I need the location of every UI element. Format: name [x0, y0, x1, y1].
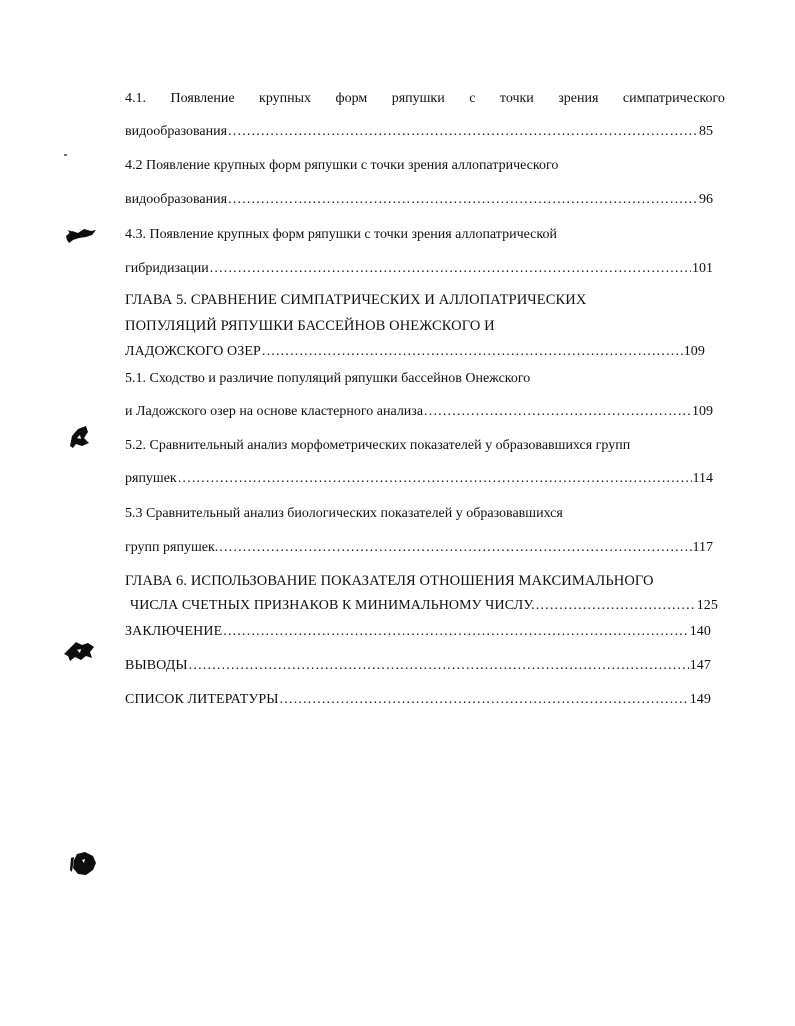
leader-dots — [219, 539, 691, 557]
toc-word: ряпушки — [391, 91, 445, 106]
leader-dots — [189, 657, 689, 675]
toc-findings[interactable] — [125, 657, 711, 675]
toc-page-number: 96 — [699, 192, 713, 207]
toc-entry-5-2-line1[interactable]: 5.2. Сравнительный анализ морфометрических показателей у образовавшихся групп — [125, 438, 631, 453]
toc-page-number: 117 — [692, 540, 713, 555]
toc-page-number: 109 — [692, 404, 713, 419]
toc-page-number: 109 — [683, 344, 705, 359]
toc-chapter-6-line1[interactable]: ГЛАВА 6. ИСПОЛЬЗОВАНИЕ ПОКАЗАТЕЛЯ ОТНОШЕНИЯ МАКСИМАЛЬНОГО — [125, 573, 654, 589]
toc-entry-title: видообразования — [125, 124, 228, 139]
toc-entry-title: групп ряпушек. — [125, 540, 219, 555]
leader-dots — [424, 403, 691, 421]
toc-page-number: 125 — [696, 598, 718, 613]
toc-entry-title: СПИСОК ЛИТЕРАТУРЫ — [125, 692, 279, 707]
toc-entry-title: ЧИСЛА СЧЕТНЫХ ПРИЗНАКОВ К МИНИМАЛЬНОМУ ЧИСЛУ. — [130, 598, 535, 613]
toc-chapter-5-line1[interactable]: ГЛАВА 5. СРАВНЕНИЕ СИМПАТРИЧЕСКИХ И АЛЛОПАТРИЧЕСКИХ — [125, 292, 587, 308]
toc-entry-5-3-line1[interactable]: 5.3 Сравнительный анализ биологических показателей у образовавшихся — [125, 506, 563, 521]
toc-entry-title: гибридизации — [125, 261, 209, 276]
toc-entry-4-1-tail[interactable] — [125, 123, 713, 141]
toc-entry-title: ряпушек — [125, 471, 177, 486]
toc-chapter-5-line2[interactable]: ПОПУЛЯЦИЙ РЯПУШКИ БАССЕЙНОВ ОНЕЖСКОГО И — [125, 318, 495, 334]
ink-blot-icon — [66, 424, 92, 450]
toc-entry-4-2-tail[interactable] — [125, 191, 713, 209]
toc-page-number: 85 — [699, 124, 713, 139]
toc-entry-4-1-line1 — [125, 90, 725, 108]
toc-word: точки — [499, 91, 534, 106]
toc-word: симпатрического — [622, 91, 725, 106]
ink-blot-icon — [64, 226, 98, 244]
leader-dots — [262, 343, 683, 361]
leader-dots — [228, 123, 698, 141]
toc-entry-5-2-tail[interactable] — [125, 470, 713, 488]
toc-entry-4-3-tail[interactable] — [125, 260, 713, 278]
toc-entry-title: ВЫВОДЫ — [125, 658, 188, 673]
leader-dots — [210, 260, 691, 278]
toc-page-number: 149 — [689, 692, 711, 707]
toc-word: крупных — [259, 91, 312, 106]
ink-blot-icon — [62, 638, 96, 664]
toc-entry-4-3-line1[interactable]: 4.3. Появление крупных форм ряпушки с точки зрения аллопатрической — [125, 227, 557, 242]
toc-entry-4-2-line1[interactable]: 4.2 Появление крупных форм ряпушки с точки зрения аллопатрического — [125, 158, 559, 173]
leader-dots — [228, 191, 698, 209]
leader-dots — [223, 623, 688, 641]
toc-entry-title: ЗАКЛЮЧЕНИЕ — [125, 624, 223, 639]
toc-word: с — [469, 91, 476, 106]
toc-page-number: 140 — [689, 624, 711, 639]
toc-word: Появление — [170, 91, 235, 106]
toc-entry-title: ЛАДОЖСКОГО ОЗЕР — [125, 344, 261, 359]
toc-chapter-5-tail[interactable] — [125, 343, 705, 361]
toc-entry-title: и Ладожского озер на основе кластерного анализа — [125, 404, 424, 419]
leader-dots — [280, 691, 689, 709]
toc-page-number: 101 — [692, 261, 713, 276]
scan-speck — [64, 154, 67, 156]
toc-word: форм — [335, 91, 368, 106]
toc-chapter-6-tail[interactable] — [130, 597, 718, 615]
leader-dots — [178, 470, 692, 488]
ink-blot-icon — [68, 850, 98, 878]
toc-page-number: 114 — [692, 471, 713, 486]
toc-entry-5-1-line1[interactable]: 5.1. Сходство и различие популяций ряпушки бассейнов Онежского — [125, 371, 531, 386]
toc-conclusion[interactable] — [125, 623, 711, 641]
toc-entry-title: видообразования — [125, 192, 228, 207]
leader-dots — [536, 597, 696, 615]
toc-entry-5-1-tail[interactable] — [125, 403, 713, 421]
toc-page-number: 147 — [689, 658, 711, 673]
toc-word: зрения — [558, 91, 599, 106]
toc-word: 4.1. — [125, 91, 146, 106]
toc-references[interactable] — [125, 691, 711, 709]
toc-entry-5-3-tail[interactable] — [125, 539, 713, 557]
